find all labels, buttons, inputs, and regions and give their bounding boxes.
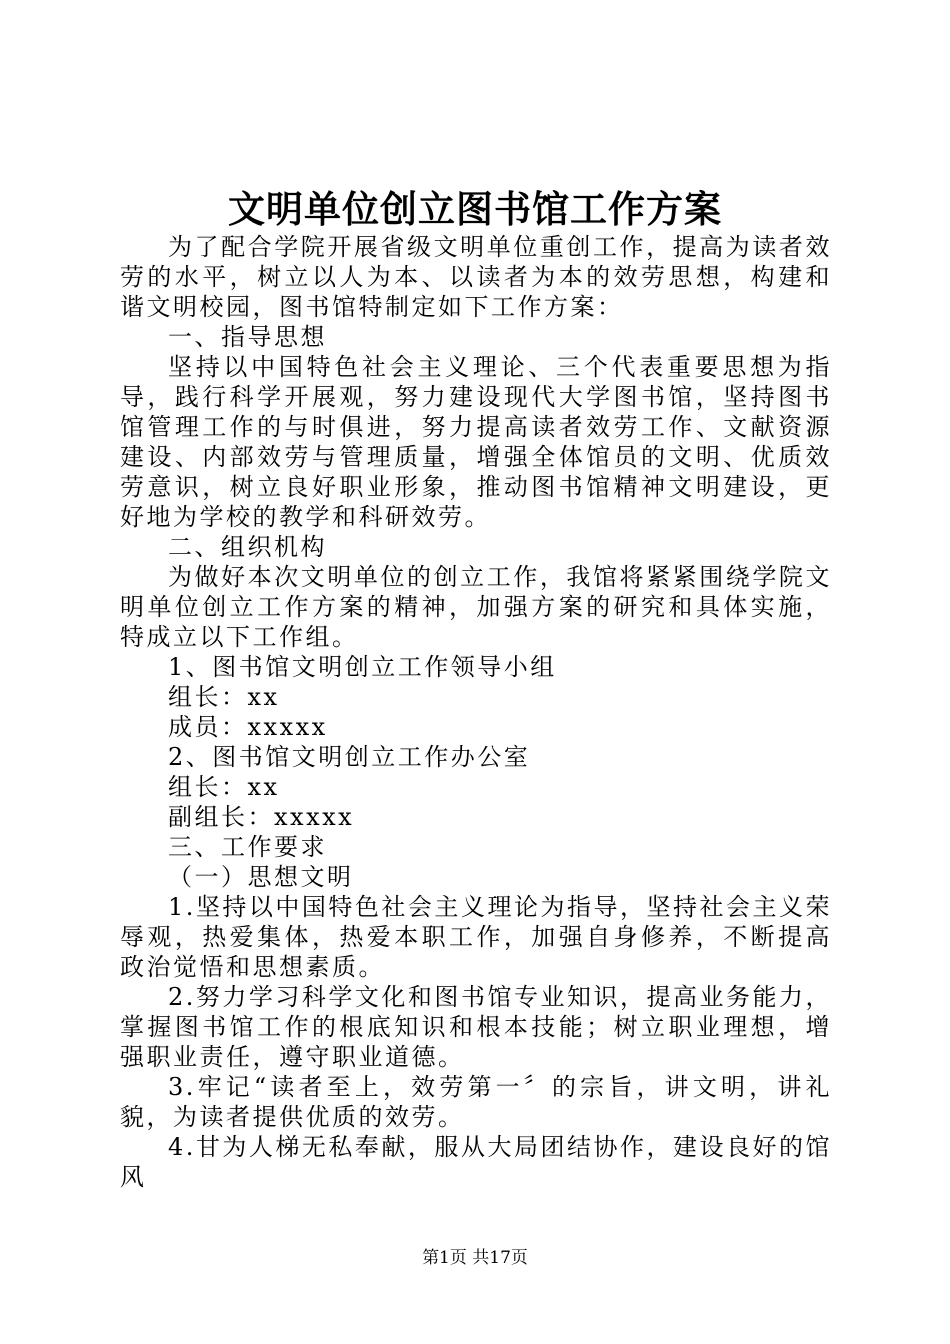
section-heading-requirements: 三、工作要求	[168, 833, 327, 861]
document-title: 文明单位创立图书馆工作方案	[228, 187, 722, 231]
document-body	[120, 232, 832, 1192]
page-footer: 第1页 共17页	[422, 1248, 528, 1268]
leadership-leader: 组长：xx	[168, 683, 280, 711]
intro-paragraph: 为了配合学院开展省级文明单位重创工作，提高为读者效劳的水平，树立以人为本、以读者为本的效劳思想，构建和谐文明校园，图书馆特制定如下工作方案：	[120, 233, 832, 321]
requirement-item-4: 4.甘为人梯无私奉献，服从大局团结协作，建设良好的馆风	[120, 1133, 832, 1191]
organization-paragraph: 为做好本次文明单位的创立工作，我馆将紧紧围绕学院文明单位创立工作方案的精神，加强方案的研究和具体实施，特成立以下工作组。	[120, 563, 832, 651]
section-heading-guiding-ideology: 一、指导思想	[168, 323, 327, 351]
leadership-members: 成员：xxxxx	[168, 713, 328, 741]
group-heading-leadership: 1、图书馆文明创立工作领导小组	[168, 653, 557, 681]
subsection-heading-ideological-civility: （一）思想文明	[168, 863, 354, 891]
section-heading-organization: 二、组织机构	[168, 533, 327, 561]
requirement-item-1: 1.坚持以中国特色社会主义理论为指导，坚持社会主义荣辱观，热爱集体，热爱本职工作，加强自身修养，不断提高政治觉悟和思想素质。	[120, 893, 832, 981]
guiding-ideology-paragraph: 坚持以中国特色社会主义理论、三个代表重要思想为指导，践行科学开展观，努力建设现代大学图书馆，坚持图书馆管理工作的与时俱进，努力提高读者效劳工作、文献资源建设、内部效劳与管理质量，增强全体馆员的文明、优质效劳意识，树立良好职业形象，推动图书馆精神文明建设，更好地为学校的教学和科研效劳。	[120, 353, 832, 531]
office-leader: 组长：xx	[168, 773, 280, 801]
office-deputy-leader: 副组长：xxxxx	[168, 803, 355, 831]
requirement-item-3: 3.牢记“读者至上，效劳第一〞的宗旨，讲文明，讲礼貌，为读者提供优质的效劳。	[120, 1073, 832, 1131]
group-heading-office: 2、图书馆文明创立工作办公室	[168, 743, 531, 771]
requirement-item-2: 2.努力学习科学文化和图书馆专业知识，提高业务能力，掌握图书馆工作的根底知识和根本技能；树立职业理想，增强职业责任，遵守职业道德。	[120, 983, 832, 1071]
